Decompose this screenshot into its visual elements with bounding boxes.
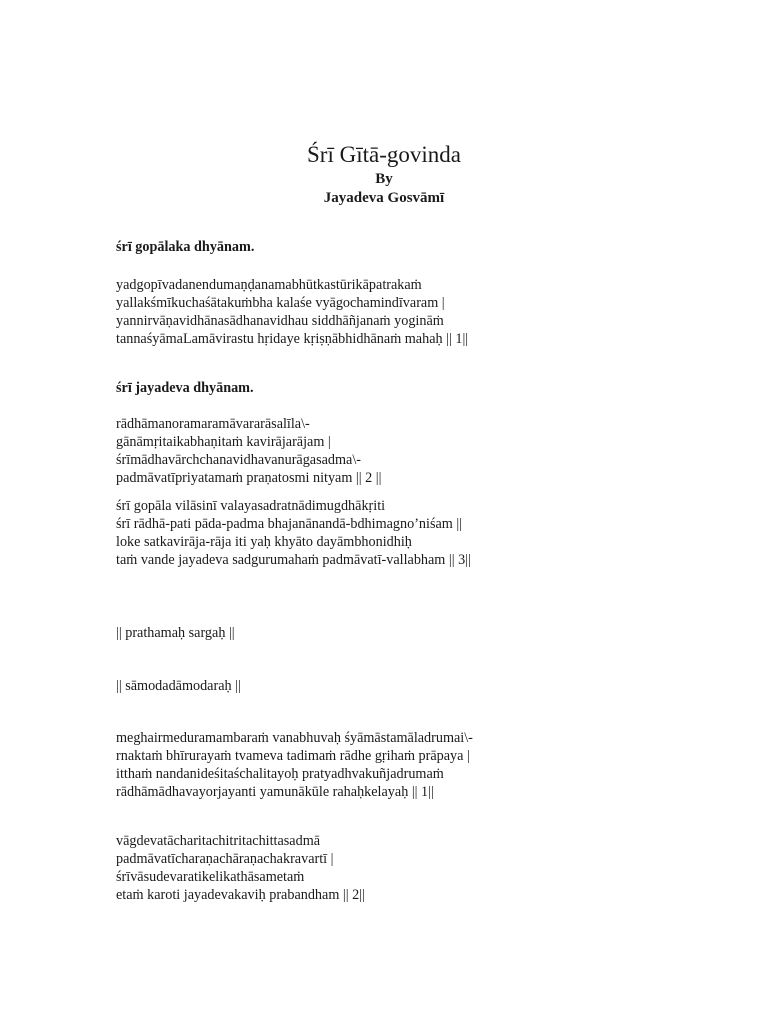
author-name: Jayadeva Gosvāmī	[323, 190, 445, 206]
verse-gopalaka	[116, 276, 716, 348]
verse-line: śrīmādhavārchchanavidhavanurāgasadma\-	[116, 452, 362, 468]
verse-line: taṁ vande jayadeva sadgurumahaṁ padmāvatī-vallabham || 3||	[116, 552, 471, 568]
verse-jayadeva-1	[116, 415, 716, 487]
verse-line: śrīvāsudevaratikelikathāsametaṁ	[116, 869, 305, 885]
byline-label: By	[375, 171, 393, 187]
verse-line: yadgopīvadanendumaṇḍanamabhūtkastūrikāpatrakaṁ	[116, 277, 422, 293]
verse-line: vāgdevatācharitachitritachittasadmā	[116, 833, 321, 849]
verse-jayadeva-2	[116, 497, 716, 569]
verse-1	[116, 729, 716, 801]
verse-line: yannirvāṇavidhānasādhanavidhau siddhāñjanaṁ yogināṁ	[116, 313, 444, 329]
verse-line: gānāmṛitaikabhaṇitaṁ kavirājarājam |	[116, 434, 331, 450]
verse-line: yallakśmīkuchaśātakuṁbha kalaśe vyāgochamindīvaram |	[116, 295, 445, 311]
verse-line: meghairmeduramambaraṁ vanabhuvaḥ śyāmāstamāladrumai\-	[116, 730, 473, 746]
verse-line: rādhāmādhavayorjayanti yamunākūle rahaḥkelayaḥ || 1||	[116, 784, 434, 800]
section-heading-jayadeva: śrī jayadeva dhyānam.	[116, 380, 254, 396]
verse-line: itthaṁ nandanideśitaśchalitayoḥ pratyadhvakuñjadrumaṁ	[116, 766, 444, 782]
verse-line: padmāvatīcharaṇachāraṇachakravartī |	[116, 851, 334, 867]
document-title: Śrī Gītā-govinda	[307, 142, 461, 167]
verse-line: etaṁ karoti jayadevakaviḥ prabandham || 2||	[116, 887, 365, 903]
verse-line: śrī gopāla vilāsinī valayasadratnādimugdhākṛiti	[116, 498, 386, 514]
verse-line: tannaśyāmaLamāvirastu hṛidaye kṛiṣṇābhidhānaṁ mahaḥ || 1||	[116, 331, 469, 347]
verse-2	[116, 832, 716, 904]
chapter-heading: || sāmodadāmodaraḥ ||	[116, 678, 241, 694]
verse-line: rādhāmanoramaramāvararāsalīla\-	[116, 416, 310, 432]
title-block	[0, 140, 768, 208]
verse-line: padmāvatīpriyatamaṁ praṇatosmi nityam || 2 ||	[116, 470, 382, 486]
canto-heading: || prathamaḥ sargaḥ ||	[116, 625, 235, 641]
verse-line: śrī rādhā-pati pāda-padma bhajanānandā-bdhimagno’niśam ||	[116, 516, 463, 532]
verse-line: loke satkavirāja-rāja iti yaḥ khyāto dayāmbhonidhiḥ	[116, 534, 412, 550]
section-heading-gopalaka: śrī gopālaka dhyānam.	[116, 239, 255, 255]
verse-line: rnaktaṁ bhīrurayaṁ tvameva tadimaṁ rādhe gṛihaṁ prāpaya |	[116, 748, 470, 764]
